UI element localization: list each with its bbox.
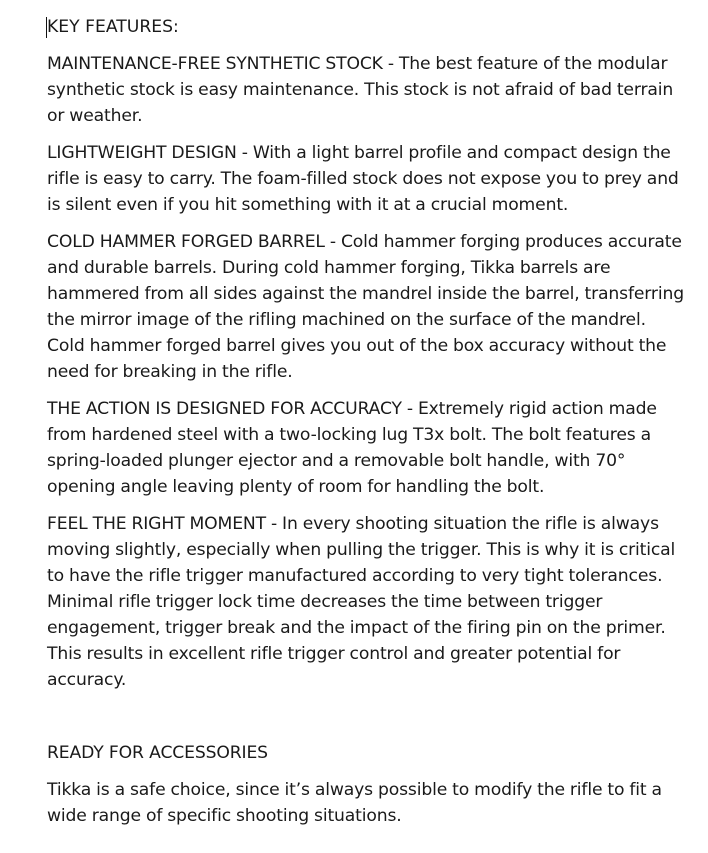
feature-title: FEEL THE RIGHT MOMENT bbox=[47, 514, 266, 534]
feature-text: - With a light barrel profile and compact design the rifle is easy to carry. The foam-filled stock does not expose you to prey and is silent even if you hit something with it at a crucial moment. bbox=[47, 143, 679, 215]
feature-text: - In every shooting situation the rifle is always moving slightly, especially when pulling the trigger. This is why it is critical to have the rifle trigger manufactured according to very tight tolerances. Minimal rifle trigger lock time decreases the time between trigger engagement, trigger break and the impact of the firing pin on the primer. This results in excellent rifle trigger control and greater potential for accuracy. bbox=[47, 514, 676, 690]
key-features-heading: KEY FEATURES: bbox=[47, 17, 179, 37]
accessories-heading: READY FOR ACCESSORIES bbox=[47, 743, 268, 763]
key-features-heading-row bbox=[47, 14, 687, 40]
feature-title: COLD HAMMER FORGED BARREL bbox=[47, 232, 325, 252]
feature-title: MAINTENANCE-FREE SYNTHETIC STOCK bbox=[47, 54, 383, 74]
feature-paragraph-lightweight bbox=[47, 140, 687, 218]
feature-paragraph-trigger bbox=[47, 511, 687, 693]
feature-title: THE ACTION IS DESIGNED FOR ACCURACY bbox=[47, 399, 402, 419]
feature-text: - Extremely rigid action made from hardened steel with a two-locking lug T3x bolt. The bolt features a spring-loaded plunger ejector and a removable bolt handle, with 70° opening angle leaving plenty of room for handling the bolt. bbox=[47, 399, 657, 497]
feature-paragraph-barrel bbox=[47, 229, 687, 385]
feature-text: - Cold hammer forging produces accurate and durable barrels. During cold hammer forging, Tikka barrels are hammered from all sides against the mandrel inside the barrel, transferring the mirror image of the rifling machined on the surface of the mandrel. Cold hammer forged barrel gives you out of the box accuracy without the need for breaking in the rifle. bbox=[47, 232, 684, 382]
feature-title: LIGHTWEIGHT DESIGN bbox=[47, 143, 237, 163]
feature-paragraph-stock bbox=[47, 51, 687, 129]
feature-paragraph-action bbox=[47, 396, 687, 500]
empty-line bbox=[47, 704, 687, 740]
document-body[interactable] bbox=[47, 14, 687, 840]
feature-text: - The best feature of the modular synthetic stock is easy maintenance. This stock is not afraid of bad terrain or weather. bbox=[47, 54, 674, 126]
accessories-paragraph: Tikka is a safe choice, since it’s always possible to modify the rifle to fit a wide range of specific shooting situations. bbox=[47, 780, 662, 826]
text-cursor bbox=[46, 17, 47, 38]
